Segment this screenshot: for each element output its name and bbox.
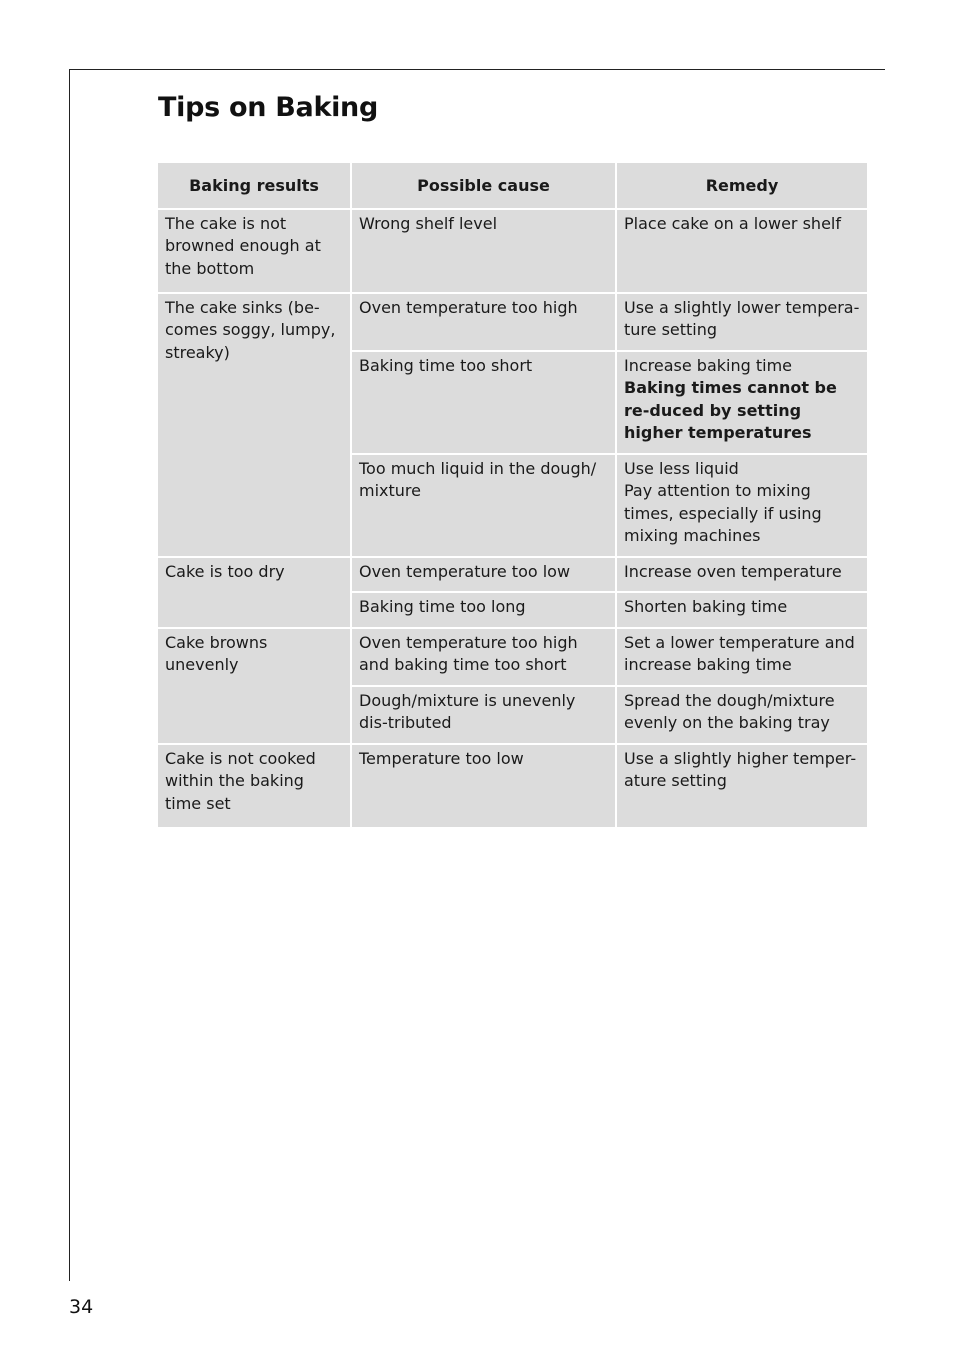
table-row xyxy=(158,629,867,685)
header-baking-results: Baking results xyxy=(158,163,350,208)
cause-cell: Wrong shelf level xyxy=(352,210,615,292)
remedy-note: Baking times cannot be re-duced by setting higher temperatures xyxy=(624,378,837,442)
remedy-extra: Pay attention to mixing times, especially if using mixing machines xyxy=(624,481,822,545)
cause-cell: Oven temperature too high and baking time too short xyxy=(352,629,615,685)
cause-cell: Dough/mixture is unevenly dis-tributed xyxy=(352,687,615,743)
remedy-cell xyxy=(617,352,867,453)
cause-cell: Oven temperature too low xyxy=(352,558,615,592)
remedy-cell: Place cake on a lower shelf xyxy=(617,210,867,292)
table-row xyxy=(158,745,867,827)
remedy-text: Use less liquid xyxy=(624,458,739,478)
remedy-text: Increase baking time xyxy=(624,355,792,375)
table-header-row xyxy=(158,163,867,208)
left-rule xyxy=(69,69,70,1281)
remedy-cell: Use a slightly lower tempera-ture setting xyxy=(617,294,867,350)
header-remedy: Remedy xyxy=(617,163,867,208)
page-title: Tips on Baking xyxy=(158,92,379,123)
table-row xyxy=(158,558,867,592)
header-possible-cause: Possible cause xyxy=(352,163,615,208)
remedy-cell: Increase oven temperature xyxy=(617,558,867,592)
result-cell: Cake is too dry xyxy=(158,558,350,627)
page-number: 34 xyxy=(69,1296,94,1318)
result-cell: Cake browns unevenly xyxy=(158,629,350,743)
remedy-cell: Use a slightly higher temper-ature setting xyxy=(617,745,867,827)
remedy-cell: Shorten baking time xyxy=(617,593,867,627)
result-cell: Cake is not cooked within the baking time set xyxy=(158,745,350,827)
top-rule xyxy=(69,69,885,70)
cause-cell: Oven temperature too high xyxy=(352,294,615,350)
cause-cell: Baking time too long xyxy=(352,593,615,627)
cause-cell: Temperature too low xyxy=(352,745,615,827)
table-row xyxy=(158,210,867,292)
remedy-cell xyxy=(617,455,867,556)
cause-cell: Too much liquid in the dough/ mixture xyxy=(352,455,615,556)
result-cell: The cake sinks (be-comes soggy, lumpy, streaky) xyxy=(158,294,350,556)
remedy-cell: Spread the dough/mixture evenly on the baking tray xyxy=(617,687,867,743)
cause-cell: Baking time too short xyxy=(352,352,615,453)
result-cell: The cake is not browned enough at the bottom xyxy=(158,210,350,292)
baking-tips-table xyxy=(156,161,869,829)
remedy-cell: Set a lower temperature and increase baking time xyxy=(617,629,867,685)
table-row xyxy=(158,294,867,350)
